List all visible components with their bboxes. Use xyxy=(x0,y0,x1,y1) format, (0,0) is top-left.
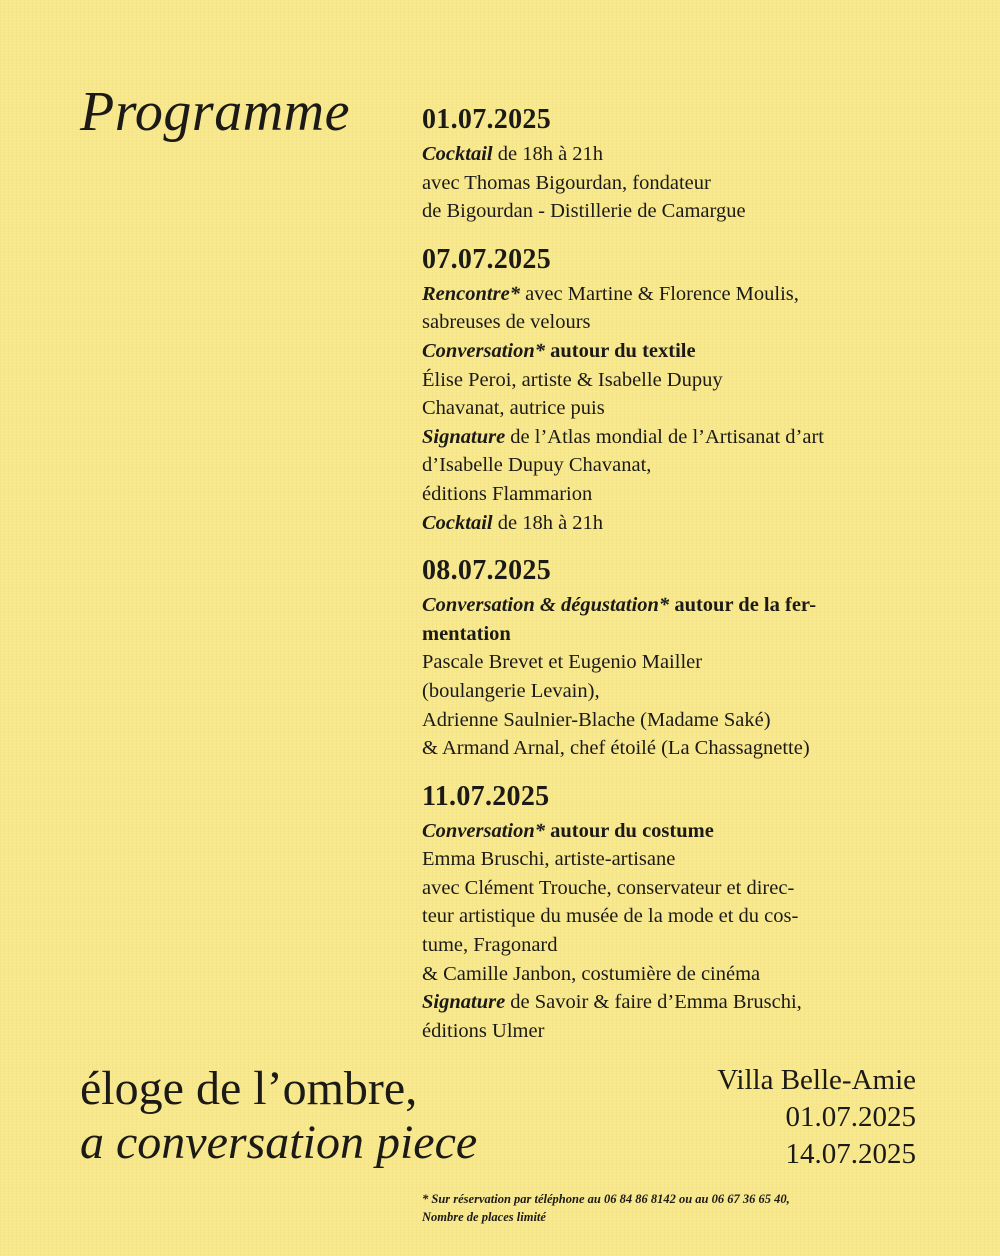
event-date: 01.07.2025 xyxy=(422,104,551,135)
event-line-emphasis: Conversation & dégustation* xyxy=(422,594,670,617)
venue-name: Villa Belle-Amie xyxy=(717,1064,916,1096)
event-line xyxy=(422,817,922,846)
event-line-emphasis: Signature xyxy=(422,991,506,1014)
event-line-topic: autour du textile xyxy=(545,339,696,362)
event-line-text: avec Thomas Bigourdan, fondateur xyxy=(422,171,711,194)
event-line xyxy=(422,988,922,1017)
event-line-emphasis: Cocktail xyxy=(422,143,493,165)
event-line xyxy=(422,734,922,763)
event-line-emphasis: Conversation* xyxy=(422,339,546,362)
event-line-text: de 18h à 21h xyxy=(492,511,604,534)
event-line-text: éditions Flammarion xyxy=(422,482,593,505)
event-line xyxy=(422,845,922,874)
event-line xyxy=(422,480,922,509)
venue-date-end: 14.07.2025 xyxy=(785,1138,916,1170)
event-line xyxy=(422,394,922,423)
exhibition-title-line2: a conversation piece xyxy=(80,1116,478,1169)
event-line xyxy=(422,308,922,337)
program-event xyxy=(422,777,922,1046)
event-line-topic: autour de la fer- xyxy=(669,594,817,617)
event-line xyxy=(422,960,922,989)
event-line xyxy=(422,902,922,931)
event-date: 11.07.2025 xyxy=(422,780,550,812)
footnote-line1: * Sur réservation par téléphone au 06 84 86 8142 ou au 06 67 36 65 40, xyxy=(422,1192,790,1206)
event-line-text: & Camille Janbon, costumière de cinéma xyxy=(422,962,761,985)
event-line-text: sabreuses de velours xyxy=(422,311,591,334)
program-event xyxy=(422,240,922,537)
event-line-text: tume, Fragonard xyxy=(422,934,558,957)
event-line-text: Élise Peroi, artiste & Isabelle Dupuy xyxy=(422,368,723,391)
program-event xyxy=(422,100,922,226)
event-line xyxy=(422,280,922,309)
footnote xyxy=(422,1190,942,1226)
event-line xyxy=(422,931,922,960)
event-line xyxy=(422,620,922,649)
event-line xyxy=(422,706,922,735)
event-line xyxy=(422,677,922,706)
event-line xyxy=(422,591,922,620)
event-line-text: avec Martine & Florence Moulis, xyxy=(519,282,799,305)
event-line-emphasis: Rencontre* xyxy=(422,282,520,305)
event-line-text: avec Clément Trouche, conservateur et direc- xyxy=(422,876,795,899)
event-line xyxy=(422,197,922,226)
venue-block xyxy=(717,1062,916,1173)
event-line xyxy=(422,423,922,452)
event-line-emphasis: Cocktail xyxy=(422,511,493,534)
event-line-text: Emma Bruschi, artiste-artisane xyxy=(422,848,676,871)
event-line-text: Chavanat, autrice puis xyxy=(422,397,605,420)
event-line-emphasis: Signature xyxy=(422,425,506,448)
event-line-text: d’Isabelle Dupuy Chavanat, xyxy=(422,454,652,477)
event-line xyxy=(422,140,922,169)
page-title: Programme xyxy=(80,81,350,143)
event-line-text: & Armand Arnal, chef étoilé (La Chassagnette) xyxy=(422,737,810,760)
event-line-text: éditions Ulmer xyxy=(422,1019,545,1042)
event-line xyxy=(422,169,922,198)
event-line-topic: autour du costume xyxy=(545,819,714,842)
event-line xyxy=(422,509,922,538)
event-line-emphasis: Conversation* xyxy=(422,819,546,842)
venue-date-start: 01.07.2025 xyxy=(785,1101,916,1133)
event-date: 08.07.2025 xyxy=(422,555,551,587)
event-line xyxy=(422,337,922,366)
exhibition-title-line1: éloge de l’ombre, xyxy=(80,1062,418,1115)
program-list xyxy=(422,100,922,1059)
event-line-text: de l’Atlas mondial de l’Artisanat d’art xyxy=(505,425,824,448)
event-line-text: teur artistique du musée de la mode et du cos- xyxy=(422,905,799,928)
event-line xyxy=(422,874,922,903)
event-line xyxy=(422,648,922,677)
event-line xyxy=(422,1017,922,1046)
event-line xyxy=(422,366,922,395)
event-line xyxy=(422,451,922,480)
event-line-text: de Bigourdan - Distillerie de Camargue xyxy=(422,200,746,223)
event-line-text: de Savoir & faire d’Emma Bruschi, xyxy=(505,991,802,1014)
event-line-text: Adrienne Saulnier-Blache (Madame Saké) xyxy=(422,708,771,731)
footnote-line2: Nombre de places limité xyxy=(422,1210,546,1224)
event-line-text: Pascale Brevet et Eugenio Mailler xyxy=(422,651,703,674)
event-line-text: de 18h à 21h xyxy=(492,143,604,165)
exhibition-title xyxy=(80,1062,477,1170)
event-line-text: (boulangerie Levain), xyxy=(422,679,600,702)
event-line-topic: mentation xyxy=(422,622,511,645)
event-date: 07.07.2025 xyxy=(422,243,551,275)
program-event xyxy=(422,551,922,763)
